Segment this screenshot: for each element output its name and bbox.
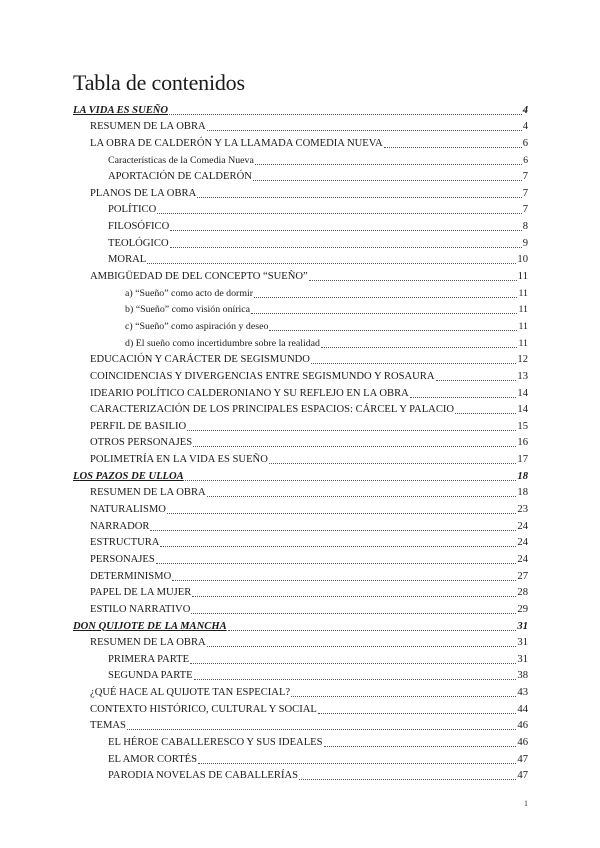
toc-entry-label: ESTILO NARRATIVO — [90, 603, 191, 615]
toc-entry-label: PRIMERA PARTE — [108, 653, 190, 665]
toc-entry[interactable] — [73, 184, 528, 201]
toc-entry-label: PERSONAJES — [90, 553, 155, 565]
toc-entry-label: AMBIGÜEDAD DE DEL CONCEPTO “SUEÑO” — [90, 271, 308, 283]
toc-entry-page: 28 — [517, 587, 528, 599]
toc-entry-page: 38 — [517, 670, 528, 682]
toc-entry-page: 6 — [522, 137, 528, 149]
toc-entry[interactable] — [73, 284, 528, 301]
toc-entry-page: 47 — [517, 753, 528, 765]
toc-entry[interactable] — [73, 168, 528, 185]
dot-leader — [170, 230, 521, 231]
toc-entry[interactable] — [73, 733, 528, 750]
toc-entry-label: DON QUIJOTE DE LA MANCHA — [73, 620, 227, 632]
toc-entry-label: POLIMETRÍA EN LA VIDA ES SUEÑO — [90, 454, 268, 466]
toc-entry-page: 27 — [517, 570, 528, 582]
dot-leader — [311, 363, 516, 364]
toc-entry[interactable] — [73, 750, 528, 767]
toc-entry[interactable] — [73, 401, 528, 418]
toc-entry-label: RESUMEN DE LA OBRA — [90, 487, 206, 499]
toc-entry-page: 17 — [517, 454, 528, 466]
toc-entry-label: SEGUNDA PARTE — [108, 670, 193, 682]
toc-entry-page: 24 — [517, 553, 528, 565]
toc-entry-page: 14 — [517, 387, 528, 399]
toc-entry-label: c) “Sueño” como aspiración y deseo — [125, 320, 269, 332]
toc-entry[interactable] — [73, 700, 528, 717]
toc-entry-label: EDUCACIÓN Y CARÁCTER DE SEGISMUNDO — [90, 354, 310, 366]
toc-entry[interactable] — [73, 517, 528, 534]
toc-entry[interactable] — [73, 417, 528, 434]
toc-entry-page: 46 — [517, 720, 528, 732]
toc-entry[interactable] — [73, 334, 528, 351]
toc-entry-page: 7 — [522, 204, 528, 216]
dot-leader — [255, 164, 522, 165]
toc-entry[interactable] — [73, 384, 528, 401]
toc-entry-page: 7 — [522, 171, 528, 183]
toc-entry[interactable] — [73, 634, 528, 651]
toc-entry[interactable] — [73, 767, 528, 784]
toc-entry[interactable] — [73, 667, 528, 684]
dot-leader — [127, 729, 517, 730]
toc-entry-label: DETERMINISMO — [90, 570, 172, 582]
toc-entry-label: ¿QUÉ HACE AL QUIJOTE TAN ESPECIAL? — [90, 687, 291, 699]
toc-entry[interactable] — [73, 234, 528, 251]
toc-entry-page: 47 — [517, 770, 528, 782]
toc-entry[interactable] — [73, 317, 528, 334]
dot-leader — [436, 380, 517, 381]
toc-entry[interactable] — [73, 134, 528, 151]
toc-entry-label: NATURALISMO — [90, 504, 166, 516]
toc-entry[interactable] — [73, 434, 528, 451]
toc-entry-label: EL HÉROE CABALLERESCO Y SUS IDEALES — [108, 736, 323, 748]
toc-entry-label: PLANOS DE LA OBRA — [90, 187, 197, 199]
table-of-contents — [73, 101, 528, 783]
toc-entry-page: 24 — [517, 537, 528, 549]
dot-leader — [251, 313, 517, 314]
toc-entry[interactable] — [73, 717, 528, 734]
toc-entry-label: RESUMEN DE LA OBRA — [90, 121, 206, 133]
toc-entry-page: 11 — [518, 304, 528, 316]
toc-entry[interactable] — [73, 351, 528, 368]
dot-leader — [167, 513, 516, 514]
toc-entry-label: FILOSÓFICO — [108, 221, 170, 233]
toc-entry-page: 15 — [517, 420, 528, 432]
toc-entry-page: 31 — [517, 620, 528, 632]
toc-entry-page: 29 — [517, 603, 528, 615]
toc-entry-label: LA OBRA DE CALDERÓN Y LA LLAMADA COMEDIA NUEVA — [90, 137, 383, 149]
dot-leader — [269, 463, 517, 464]
toc-entry-page: 12 — [517, 354, 528, 366]
dot-leader — [193, 446, 516, 447]
toc-entry-page: 9 — [522, 237, 528, 249]
dot-leader — [207, 646, 517, 647]
toc-entry-label: a) “Sueño” como acto de dormir — [125, 287, 254, 299]
page-number: 1 — [524, 799, 528, 808]
toc-entry-don-quijote[interactable] — [73, 617, 528, 634]
toc-entry-label: CONTEXTO HISTÓRICO, CULTURAL Y SOCIAL — [90, 703, 317, 715]
toc-entry[interactable] — [73, 550, 528, 567]
dot-leader — [147, 263, 516, 264]
toc-entry-label: IDEARIO POLÍTICO CALDERONIANO Y SU REFLEJO EN LA OBRA — [90, 387, 409, 399]
dot-leader — [172, 580, 516, 581]
dot-leader — [321, 347, 518, 348]
toc-entry-page: 46 — [517, 736, 528, 748]
toc-entry-label: PARODIA NOVELAS DE CABALLERÍAS — [108, 770, 299, 782]
toc-entry-label: TEMAS — [90, 720, 126, 732]
toc-entry-label: TEOLÓGICO — [108, 237, 169, 249]
toc-entry-page: 4 — [522, 104, 528, 116]
toc-entry-label: POLÍTICO — [108, 204, 157, 216]
toc-entry-la-vida-es-sueno[interactable] — [73, 101, 528, 118]
dot-leader — [190, 663, 516, 664]
toc-entry-page: 11 — [517, 271, 528, 283]
toc-entry-page: 11 — [518, 337, 528, 349]
toc-entry[interactable] — [73, 600, 528, 617]
toc-entry-label: LA VIDA ES SUEÑO — [73, 104, 169, 116]
toc-entry[interactable] — [73, 534, 528, 551]
toc-entry-page: 23 — [517, 504, 528, 516]
toc-entry[interactable] — [73, 567, 528, 584]
toc-entry-label: CARACTERIZACIÓN DE LOS PRINCIPALES ESPACIOS: CÁRCEL Y PALACIO — [90, 404, 455, 416]
dot-leader — [160, 546, 516, 547]
toc-entry[interactable] — [73, 251, 528, 268]
toc-entry-page: 24 — [517, 520, 528, 532]
toc-entry-los-pazos-de-ulloa[interactable] — [73, 467, 528, 484]
toc-entry[interactable] — [73, 201, 528, 218]
dot-leader — [410, 397, 517, 398]
dot-leader — [254, 297, 517, 298]
toc-entry-page: 8 — [522, 221, 528, 233]
dot-leader — [455, 413, 516, 414]
toc-entry-label: NARRADOR — [90, 520, 150, 532]
toc-entry-label: RESUMEN DE LA OBRA — [90, 637, 206, 649]
toc-entry[interactable] — [73, 118, 528, 135]
toc-entry-label: LOS PAZOS DE ULLOA — [73, 470, 184, 482]
dot-leader — [187, 430, 516, 431]
toc-entry[interactable] — [73, 584, 528, 601]
toc-entry[interactable] — [73, 450, 528, 467]
page-title: Tabla de contenidos — [73, 70, 245, 95]
toc-entry-label: PERFIL DE BASILIO — [90, 420, 187, 432]
dot-leader — [198, 763, 516, 764]
toc-entry-label: OTROS PERSONAJES — [90, 437, 193, 449]
dot-leader — [197, 197, 521, 198]
dot-leader — [228, 630, 517, 631]
dot-leader — [309, 280, 517, 281]
toc-entry-page: 7 — [522, 187, 528, 199]
toc-entry[interactable] — [73, 151, 528, 168]
toc-entry-page: 11 — [518, 287, 528, 299]
dot-leader — [207, 496, 517, 497]
dot-leader — [157, 213, 521, 214]
toc-entry-page: 31 — [517, 637, 528, 649]
toc-entry-page: 4 — [522, 121, 528, 133]
dot-leader — [324, 746, 517, 747]
toc-entry-page: 13 — [517, 370, 528, 382]
toc-entry-page: 43 — [517, 687, 528, 699]
toc-entry-page: 14 — [517, 404, 528, 416]
toc-entry[interactable] — [73, 650, 528, 667]
toc-entry-page: 31 — [517, 653, 528, 665]
toc-entry-label: MORAL — [108, 254, 147, 266]
dot-leader — [170, 247, 522, 248]
dot-leader — [384, 147, 522, 148]
dot-leader — [291, 696, 516, 697]
dot-leader — [253, 180, 522, 181]
toc-entry-page: 6 — [523, 154, 528, 166]
toc-entry-label: ESTRUCTURA — [90, 537, 160, 549]
dot-leader — [269, 330, 517, 331]
dot-leader — [192, 596, 516, 597]
toc-entry-page: 10 — [517, 254, 528, 266]
toc-entry-label: COINCIDENCIAS Y DIVERGENCIAS ENTRE SEGISMUNDO Y ROSAURA — [90, 370, 435, 382]
dot-leader — [191, 613, 516, 614]
dot-leader — [156, 563, 517, 564]
toc-entry-label: b) “Sueño” como visión onírica — [125, 304, 251, 316]
toc-entry-page: 16 — [517, 437, 528, 449]
toc-entry-page: 18 — [517, 487, 528, 499]
dot-leader — [169, 114, 522, 115]
toc-entry[interactable] — [73, 217, 528, 234]
dot-leader — [185, 480, 517, 481]
dot-leader — [194, 679, 517, 680]
dot-leader — [318, 713, 517, 714]
dot-leader — [150, 530, 516, 531]
dot-leader — [207, 130, 522, 131]
toc-entry-label: APORTACIÓN DE CALDERÓN — [108, 171, 252, 183]
dot-leader — [299, 779, 516, 780]
toc-entry[interactable] — [73, 484, 528, 501]
toc-entry-label: EL AMOR CORTÉS — [108, 753, 198, 765]
toc-entry[interactable] — [73, 683, 528, 700]
toc-entry-page: 44 — [517, 703, 528, 715]
toc-entry-label: Características de la Comedia Nueva — [108, 154, 254, 166]
toc-entry-page: 18 — [517, 470, 528, 482]
toc-entry[interactable] — [73, 267, 528, 284]
toc-entry[interactable] — [73, 500, 528, 517]
toc-entry-page: 11 — [518, 320, 528, 332]
toc-entry-label: d) El sueño como incertidumbre sobre la realidad — [125, 337, 320, 349]
toc-entry[interactable] — [73, 367, 528, 384]
toc-entry[interactable] — [73, 301, 528, 318]
toc-entry-label: PAPEL DE LA MUJER — [90, 587, 192, 599]
